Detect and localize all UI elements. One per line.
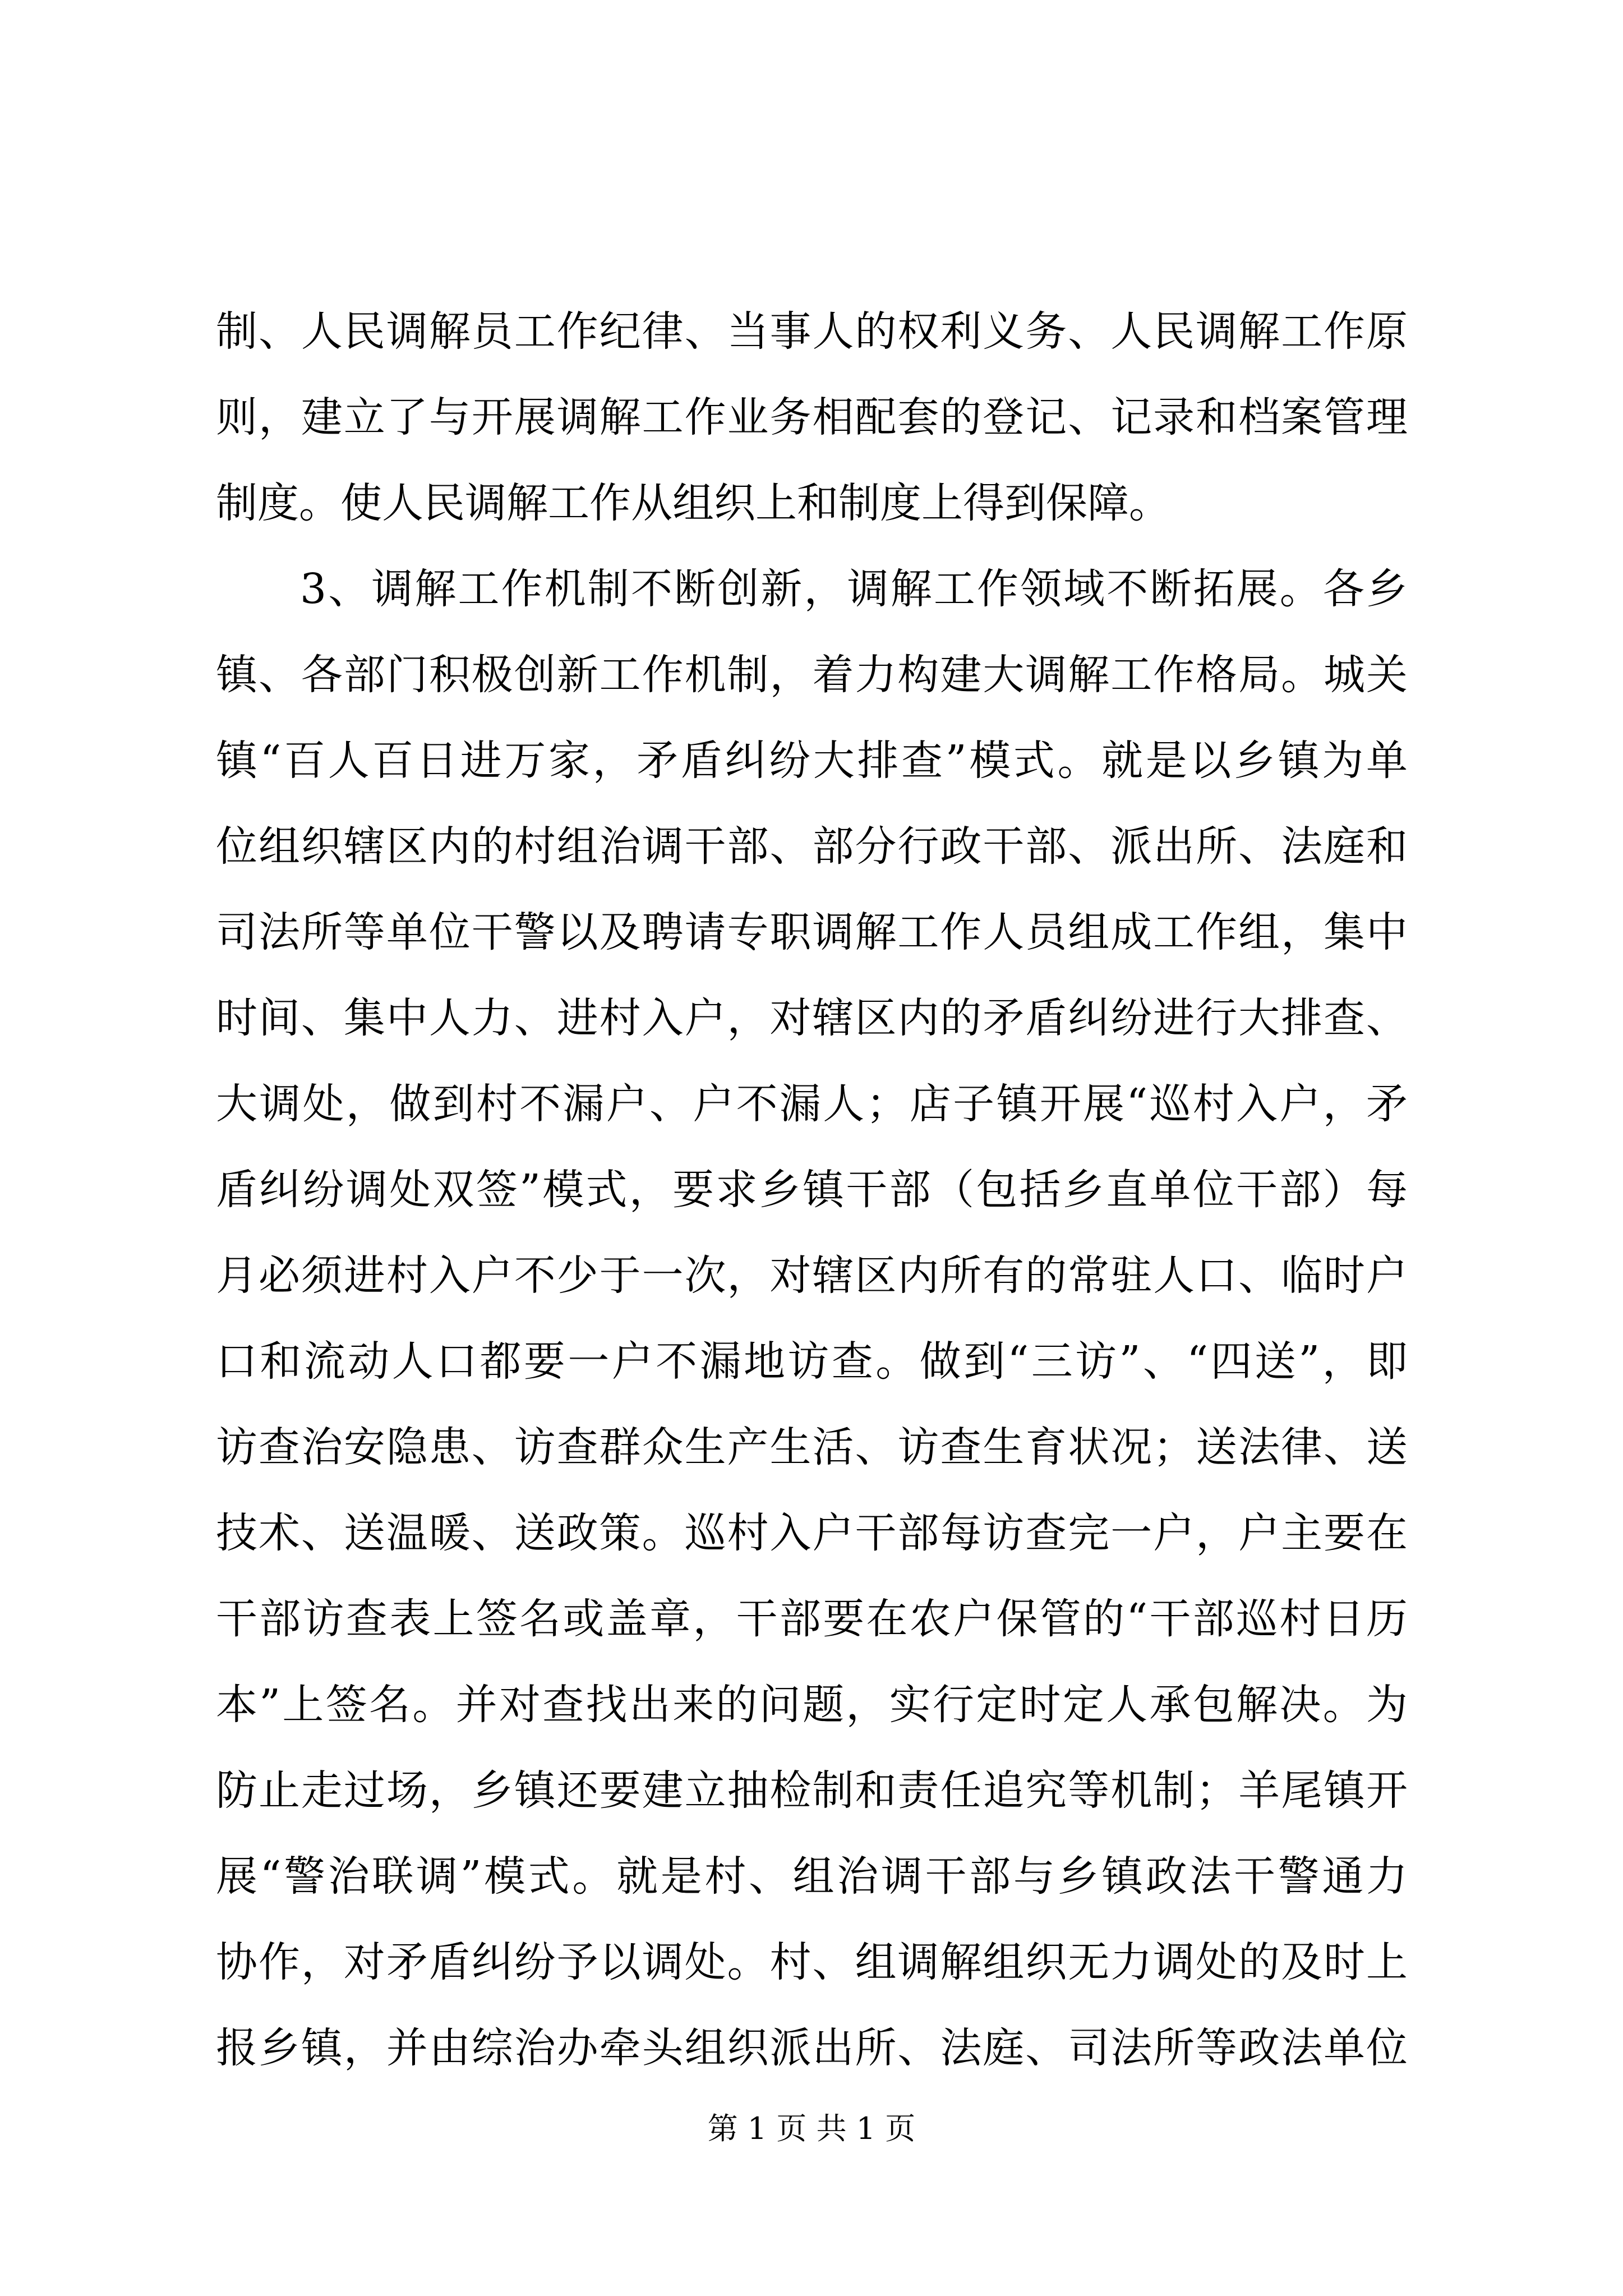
text-line: 盾纠纷调处双签”模式，要求乡镇干部（包括乡直单位干部）每 (216, 1166, 1408, 1214)
text-line: 口和流动人口都要一户不漏地访查。做到“三访”、“四送”，即 (216, 1337, 1408, 1386)
document-body (216, 289, 1408, 2091)
text-line: 制、人民调解员工作纪律、当事人的权利义务、人民调解工作原 (216, 307, 1408, 356)
text-line: 技术、送温暖、送政策。巡村入户干部每访查完一户，户主要在 (216, 1509, 1408, 1557)
text-line: 访查治安隐患、访查群众生产生活、访查生育状况；送法律、送 (216, 1423, 1408, 1471)
text-line: 大调处，做到村不漏户、户不漏人；店子镇开展“巡村入户，矛 (216, 1080, 1408, 1128)
text-line: 制度。使人民调解工作从组织上和制度上得到保障。 (216, 479, 1170, 527)
text-line: 本”上签名。并对查找出来的问题，实行定时定人承包解决。为 (216, 1681, 1408, 1729)
page-footer: 第 1 页 共 1 页 (707, 2111, 916, 2146)
text-line: 月必须进村入户不少于一次，对辖区内所有的常驻人口、临时户 (216, 1251, 1408, 1300)
text-line: 干部访查表上签名或盖章，干部要在农户保管的“干部巡村日历 (216, 1595, 1408, 1643)
text-line: 位组织辖区内的村组治调干部、部分行政干部、派出所、法庭和 (216, 822, 1408, 871)
text-line: 防止走过场，乡镇还要建立抽检制和责任追究等机制；羊尾镇开 (216, 1766, 1408, 1815)
text-line: 镇、各部门积极创新工作机制，着力构建大调解工作格局。城关 (216, 651, 1408, 699)
text-line: 时间、集中人力、进村入户，对辖区内的矛盾纠纷进行大排查、 (216, 994, 1408, 1042)
text-line: 协作，对矛盾纠纷予以调处。村、组调解组织无力调处的及时上 (216, 1938, 1408, 1986)
text-line: 镇“百人百日进万家，矛盾纠纷大排查”模式。就是以乡镇为单 (216, 737, 1408, 785)
text-line: 3、调解工作机制不断创新，调解工作领域不断拓展。各乡 (300, 565, 1408, 613)
text-line: 司法所等单位干警以及聘请专职调解工作人员组成工作组，集中 (216, 908, 1408, 956)
text-line: 报乡镇，并由综治办牵头组织派出所、法庭、司法所等政法单位 (216, 2024, 1408, 2072)
text-line: 展“警治联调”模式。就是村、组治调干部与乡镇政法干警通力 (216, 1852, 1408, 1901)
text-line: 则，建立了与开展调解工作业务相配套的登记、记录和档案管理 (216, 393, 1408, 441)
